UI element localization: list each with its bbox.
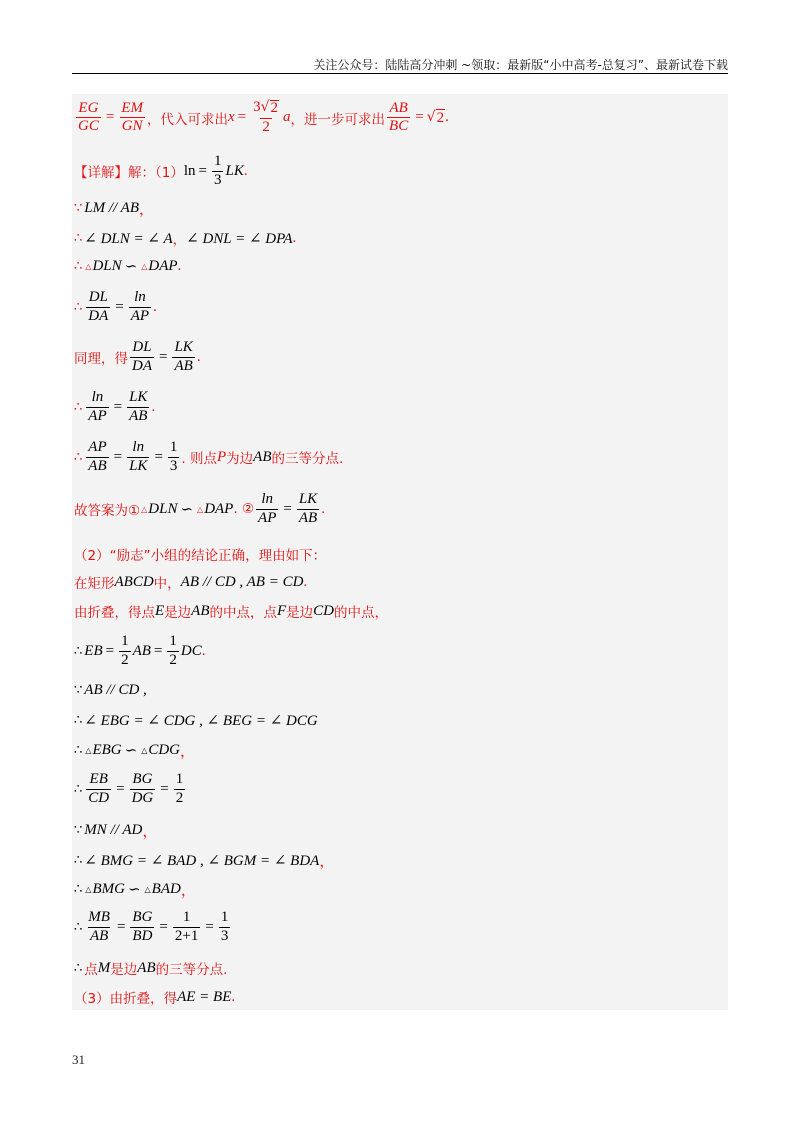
triangle-icon: △	[141, 746, 148, 755]
fraction-em-gn: $\frac{EM}{GN}$	[121, 99, 143, 135]
line-1: $\frac{EG}{GC}$ = $\frac{EM}{GN}$ ，代入可求出 x = 3 √ 2 2 a ，进一步可求出 $\frac{AB}{BC}$ = √ 2 .	[78, 99, 449, 135]
triangle-icon: △	[144, 885, 151, 894]
line-18: ∴ $\frac{EB}{CD}$ = $\frac{BG}{DG}$ = $\frac{1}{2}$	[74, 771, 184, 806]
header-rule	[72, 73, 728, 74]
line-3: ∵ LM // AB ，	[74, 200, 155, 218]
line-17: ∴ △ EBG ∽ △ CDG ，	[74, 742, 196, 760]
line-21: ∴ △ BMG ∽ △ BAD ，	[74, 881, 196, 899]
triangle-icon: △	[197, 504, 204, 514]
line-15: ∵ AB // CD ,	[74, 682, 147, 698]
fraction-eg-gc: $\frac{EG}{GC}$	[78, 99, 99, 135]
line-6: ∴ $\frac{DL}{DA}$ = $\frac{\ln}{AP}$ .	[74, 289, 157, 324]
line-23: ∴ 点 M 是边 AB 的三等分点.	[74, 959, 228, 978]
solution-panel	[72, 94, 728, 1010]
triangle-icon: △	[85, 746, 92, 755]
line-9: ∴ $\frac{AP}{AB}$ = $\frac{\ln}{LK}$ = $\frac{1}{3}$ . 则点 P 为边 AB 的三等分点.	[74, 439, 344, 474]
page-number: 31	[72, 1052, 85, 1067]
line-2: 【详解】 解：（1） ln = $\frac{1}{3}$ LK .	[74, 153, 248, 188]
line-12: 在矩形 ABCD 中， AB // CD , AB = CD .	[74, 573, 308, 592]
line-19: ∵ MN // AD ，	[74, 822, 158, 840]
line-14: ∴ EB = $\frac{1}{2}$ AB = $\frac{1}{2}$ DC .	[74, 633, 206, 668]
page-header: 关注公众号：陆陆高分冲刺 ~领取：最新版“小中高考-总复习”、最新试卷下载	[313, 58, 728, 72]
detail-tag: 【详解】	[74, 165, 128, 182]
triangle-icon: △	[141, 504, 148, 514]
line-4: ∴ ∠ DLN = ∠ A ， ∠ DNL = ∠ DPA .	[74, 229, 297, 248]
line-22: ∴ $\frac{MB}{AB}$ = $\frac{BG}{BD}$ = $\frac{1}{2+1}$ = $\frac{1}{3}$	[74, 909, 229, 944]
triangle-icon: △	[141, 262, 148, 271]
line-10: 故答案为① △ DLN ∽ △ DAP . ② $\frac{\ln}{AP}$ = $\frac{LK}{AB}$ .	[74, 491, 325, 526]
line-13: 由折叠，得点 E 是边 AB 的中点，点 F 是边 CD 的中点，	[74, 602, 389, 621]
line-24: （3）由折叠，得 AE = BE .	[74, 988, 236, 1007]
line-16: ∴ ∠ EBG = ∠ CDG , ∠ BEG = ∠ DCG	[74, 713, 318, 729]
line-7: 同理，得 $\frac{DL}{DA}$ = $\frac{LK}{AB}$ .	[74, 339, 201, 374]
line-8: ∴ $\frac{\ln}{AP}$ = $\frac{LK}{AB}$ .	[74, 389, 156, 424]
line-5: ∴ △ DLN ∽ △ DAP .	[74, 258, 182, 275]
fraction-3sqrt2-2: 3 √ 2 2	[253, 99, 279, 135]
line-20: ∴ ∠ BMG = ∠ BAD , ∠ BGM = ∠ BDA ，	[74, 853, 335, 870]
triangle-icon: △	[85, 885, 92, 894]
triangle-icon: △	[85, 262, 92, 271]
fraction-ab-bc: $\frac{AB}{BC}$	[389, 99, 409, 135]
line-11: （2）“励志”小组的结论正确，理由如下：	[74, 548, 327, 564]
sqrt-2: √ 2	[426, 108, 445, 126]
